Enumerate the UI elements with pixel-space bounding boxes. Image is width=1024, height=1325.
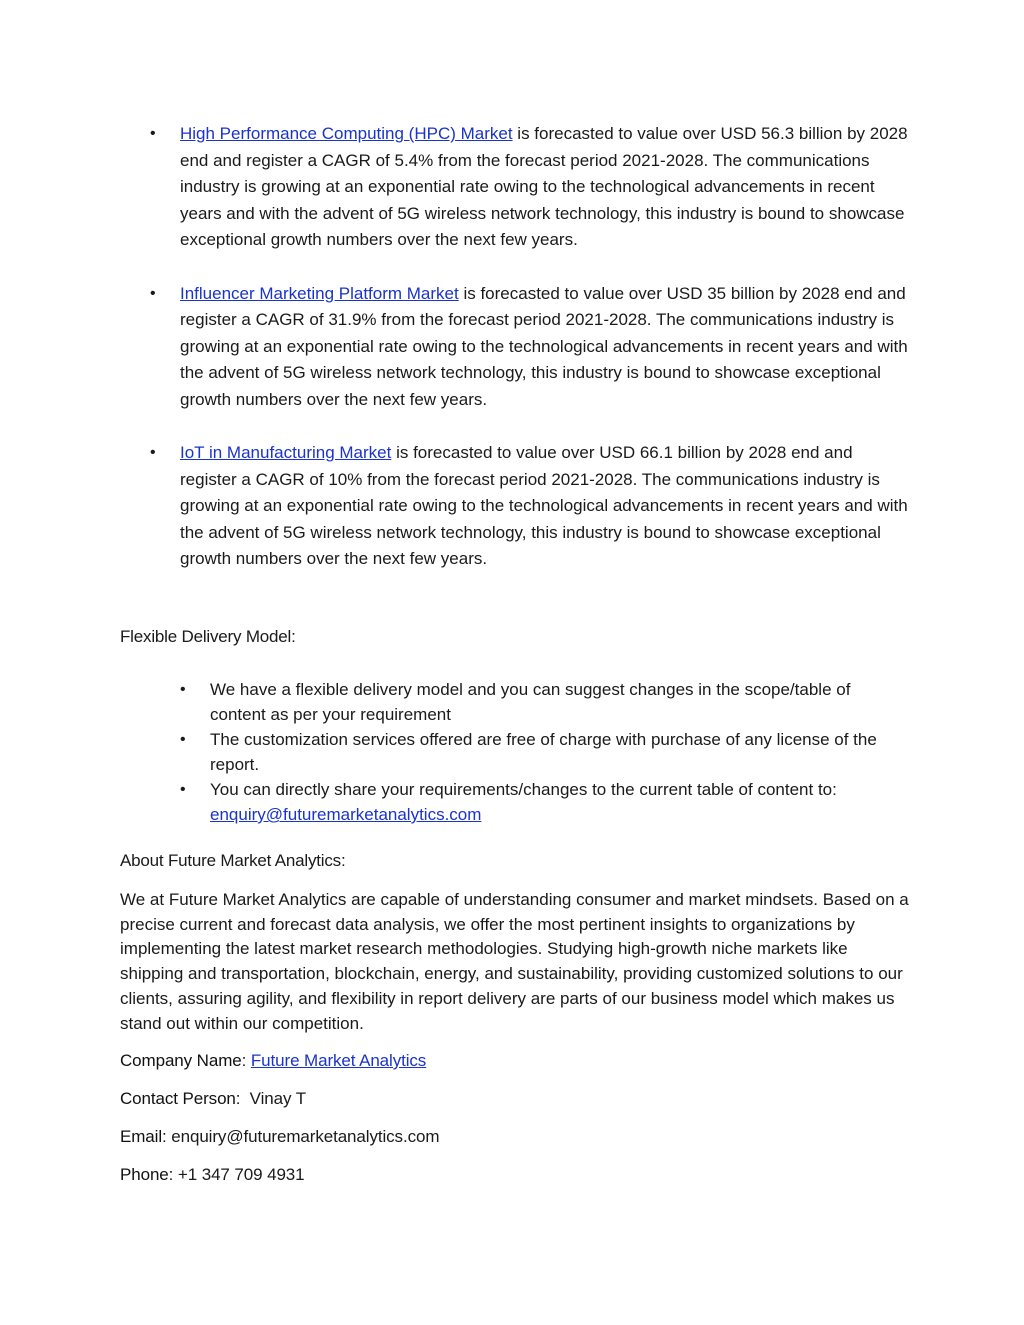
email-value: enquiry@futuremarketanalytics.com [171, 1127, 440, 1146]
bullet-icon: • [180, 781, 186, 798]
bullet-icon: • [180, 731, 186, 748]
email-label: Email [120, 1127, 163, 1146]
iot-market-link[interactable]: IoT in Manufacturing Market [180, 443, 392, 462]
delivery-item-text [210, 777, 910, 827]
email-row: Email: enquiry@futuremarketanalytics.com [120, 1127, 440, 1146]
bullet-icon: • [150, 125, 156, 142]
delivery-item-text: We have a flexible delivery model and you can suggest changes in the scope/table of content as per your requirement [210, 680, 851, 724]
list-item [180, 727, 910, 777]
enquiry-email-link[interactable]: enquiry@futuremarketanalytics.com [210, 805, 482, 824]
about-heading: About Future Market Analytics: [120, 851, 346, 870]
phone-label: Phone [120, 1165, 169, 1184]
market-text: is forecasted to value over USD 35 billion by 2028 end and register a CAGR of 31.9% from the forecast period 2021-2028. The communications industry is growing at an exponential rate owing to the technological advancements in recent years and with the advent of 5G wireless network technology, this industry is bound to showcase exceptional growth numbers over the next few years. [180, 283, 908, 409]
phone-row: Phone: +1 347 709 4931 [120, 1165, 305, 1184]
list-item [150, 121, 910, 254]
list-item [180, 677, 910, 727]
market-list [150, 121, 910, 600]
contact-person-value: Vinay T [249, 1089, 306, 1108]
market-description [180, 440, 910, 573]
market-text: is forecasted to value over USD 56.3 billion by 2028 end and register a CAGR of 5.4% from the forecast period 2021-2028. The communications industry is growing at an exponential rate owing to the technological advancements in recent years and with the advent of 5G wireless network technology, this industry is bound to showcase exceptional growth numbers over the next few years. [180, 124, 908, 249]
list-item [180, 777, 910, 827]
about-paragraph: We at Future Market Analytics are capable of understanding consumer and market mindsets. Based on a precise current and forecast data analysis, we offer the most pertinent insights to organizations by implementing the latest market research methodologies. Studying high-growth niche markets like shipping and transportation, blockchain, energy, and sustainability, providing customized solutions to our clients, assuring agility, and flexibility in report delivery are parts of our business model which makes us stand out within our competition. [120, 890, 909, 1033]
company-link[interactable]: Future Market Analytics [250, 1051, 427, 1070]
bullet-icon: • [150, 444, 156, 461]
contact-person-row: Contact Person: Vinay T [120, 1089, 306, 1108]
market-description [180, 121, 910, 254]
delivery-heading: Flexible Delivery Model: [120, 627, 296, 646]
delivery-list [180, 677, 910, 827]
delivery-item-label: You can directly share your requirements/changes to the current table of content to: [210, 780, 837, 799]
bullet-icon: • [150, 284, 156, 302]
list-item [150, 440, 910, 573]
delivery-item-text: The customization services offered are free of charge with purchase of any license of the report. [210, 730, 877, 774]
hpc-market-link[interactable]: High Performance Computing (HPC) Market [180, 124, 513, 143]
phone-value: +1 347 709 4931 [177, 1165, 305, 1184]
market-text: is forecasted to value over USD 66.1 billion by 2028 end and register a CAGR of 10% from the forecast period 2021-2028. The communications industry is growing at an exponential rate owing to the technological advancements in recent years and with the advent of 5G wireless network technology, this industry is bound to showcase exceptional growth numbers over the next few years. [180, 443, 908, 568]
market-description [180, 281, 910, 414]
company-row: Company Name: Future Market Analytics [120, 1051, 427, 1070]
list-item [150, 281, 910, 414]
contact-person-label: Contact Person [120, 1089, 236, 1108]
bullet-icon: • [180, 681, 186, 698]
company-label: Company Name [120, 1051, 242, 1070]
influencer-market-link[interactable]: Influencer Marketing Platform Market [180, 283, 459, 303]
